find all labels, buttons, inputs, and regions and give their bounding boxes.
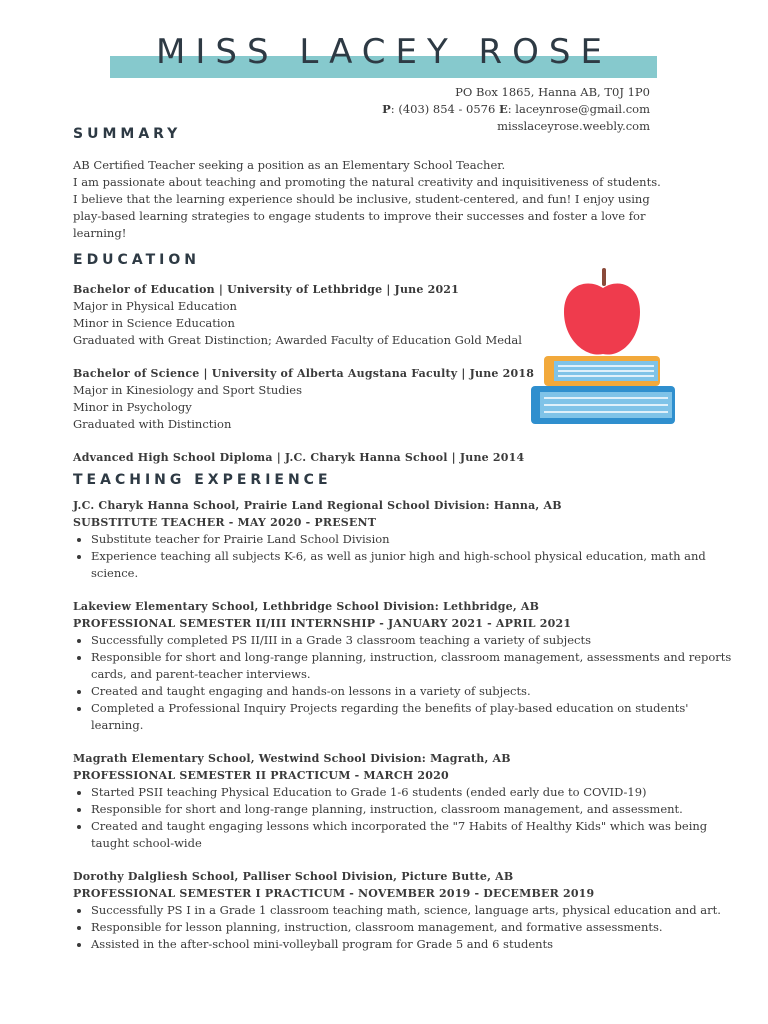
list-item: • Responsible for lesson planning, instruction, classroom management, and formative assessments. — [91, 919, 733, 936]
phone-email-line — [382, 101, 650, 118]
job-school: Lakeview Elementary School, Lethbridge School Division: Lethbridge, AB — [73, 600, 540, 613]
job-bullets — [73, 902, 733, 953]
list-item: • Successfully completed PS II/III in a Grade 3 classroom teaching a variety of subjects — [91, 632, 733, 649]
summary-line: learning! — [73, 226, 127, 240]
job-role: SUBSTITUTE TEACHER - MAY 2020 - PRESENT — [73, 516, 377, 529]
education-detail: Graduated with Great Distinction; Awarded Faculty of Education Gold Medal — [73, 333, 522, 347]
apple-books-illustration — [528, 266, 678, 426]
job-school: Dorothy Dalgliesh School, Palliser School Division, Picture Butte, AB — [73, 870, 514, 883]
summary-line: I am passionate about teaching and promoting the natural creativity and inquisitiveness of students. — [73, 175, 661, 189]
list-item: • Responsible for short and long-range planning, instruction, classroom management, assessments and reports cards, and parent-teacher interviews. — [91, 649, 733, 683]
job-school: J.C. Charyk Hanna School, Prairie Land Regional School Division: Hanna, AB — [73, 499, 562, 512]
job-role: PROFESSIONAL SEMESTER I PRACTICUM - NOVEMBER 2019 - DECEMBER 2019 — [73, 887, 595, 900]
list-item: • Assisted in the after-school mini-volleyball program for Grade 5 and 6 students — [91, 936, 733, 953]
apple-stem-icon — [602, 268, 606, 286]
job-school: Magrath Elementary School, Westwind School Division: Magrath, AB — [73, 752, 511, 765]
summary-line: I believe that the learning experience should be inclusive, student-centered, and fun! I enjoy using — [73, 192, 650, 206]
education-title: Bachelor of Education | University of Lethbridge | June 2021 — [73, 283, 459, 296]
email[interactable]: : laceynrose@gmail.com — [507, 102, 650, 116]
job-bullets — [73, 632, 733, 734]
list-item: • Substitute teacher for Prairie Land School Division — [91, 531, 733, 548]
phone-label: P — [382, 102, 391, 116]
job-bullets — [73, 784, 733, 852]
education-detail: Minor in Psychology — [73, 400, 192, 414]
list-item: • Responsible for short and long-range planning, instruction, classroom management, and assessment. — [91, 801, 733, 818]
summary-line: AB Certified Teacher seeking a position as an Elementary School Teacher. — [73, 158, 506, 172]
resume-name: MISS LACEY ROSE — [156, 32, 612, 72]
email-label: E — [498, 102, 508, 116]
education-title: Bachelor of Science | University of Alberta Augstana Faculty | June 2018 — [73, 367, 535, 380]
job-bullets — [73, 531, 733, 582]
list-item: • Started PSII teaching Physical Education to Grade 1-6 students (ended early due to COVID-19) — [91, 784, 733, 801]
experience-heading: TEACHING EXPERIENCE — [73, 472, 332, 488]
summary-line: play-based learning strategies to engage students to improve their successes and foster a love for — [73, 209, 646, 223]
address: PO Box 1865, Hanna AB, T0J 1P0 — [455, 85, 650, 99]
job-role: PROFESSIONAL SEMESTER II/III INTERNSHIP - JANUARY 2021 - APRIL 2021 — [73, 617, 572, 630]
phone: : (403) 854 - 0576 — [390, 102, 499, 116]
summary-heading: SUMMARY — [73, 126, 182, 142]
education-detail: Minor in Science Education — [73, 316, 235, 330]
list-item: • Successfully PS I in a Grade 1 classroom teaching math, science, language arts, physical education and art. — [91, 902, 733, 919]
education-heading: EDUCATION — [73, 252, 200, 268]
list-item: • Created and taught engaging lessons which incorporated the "7 Habits of Healthy Kids" which was being taught school-wide — [91, 818, 733, 852]
education-title: Advanced High School Diploma | J.C. Charyk Hanna School | June 2014 — [73, 451, 525, 464]
experience-section — [73, 472, 733, 953]
education-detail: Graduated with Distinction — [73, 417, 232, 431]
summary-section — [73, 126, 733, 242]
apple-icon — [564, 283, 640, 354]
list-item: • Created and taught engaging and hands-on lessons in a variety of subjects. — [91, 683, 733, 700]
education-detail: Major in Kinesiology and Sport Studies — [73, 383, 302, 397]
list-item: • Experience teaching all subjects K-6, as well as junior high and high-school physical education, math and science. — [91, 548, 733, 582]
education-detail: Major in Physical Education — [73, 299, 237, 313]
job-role: PROFESSIONAL SEMESTER II PRACTICUM - MARCH 2020 — [73, 769, 449, 782]
website[interactable]: misslaceyrose.weebly.com — [497, 119, 650, 133]
list-item: • Completed a Professional Inquiry Projects regarding the benefits of play-based education on students' learning. — [91, 700, 733, 734]
